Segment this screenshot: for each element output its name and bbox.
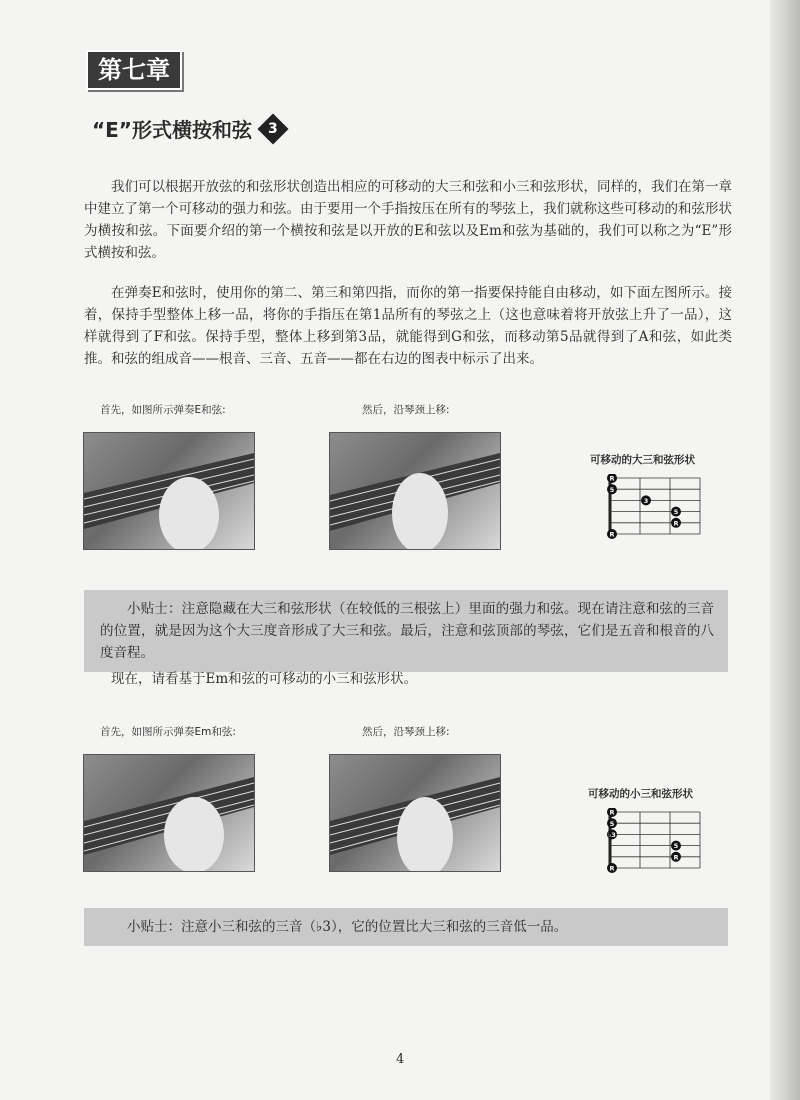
section-number: 3: [268, 120, 278, 137]
fret-dot-label: 3: [643, 497, 649, 505]
photo-moved-minor-chord: [329, 754, 501, 872]
diagram-title-minor: 可移动的小三和弦形状: [588, 788, 693, 800]
section-number-badge: [257, 113, 288, 144]
fret-dot-label: 5: [673, 842, 679, 851]
photo-e-chord: [83, 432, 255, 550]
fret-dot-label: R: [609, 530, 615, 539]
fret-dot-label: ♭3: [608, 831, 616, 839]
fret-diagram-major: [600, 474, 710, 554]
page-edge: [770, 0, 800, 1100]
chapter-heading: 第七章: [86, 50, 182, 90]
fret-dot-label: R: [673, 519, 679, 528]
photo-moved-chord: [329, 432, 501, 550]
fret-dot-label: R: [673, 853, 679, 862]
tip-box-major: 小贴士：注意隐藏在大三和弦形状（在较低的三根弦上）里面的强力和弦。现在请注意和弦的三音的位置，就是因为这个大三度音形成了大三和弦。最后，注意和弦顶部的琴弦，它们是五音和根音的八度音程。: [84, 590, 728, 672]
section-title: [92, 114, 284, 143]
paragraph-intro: 我们可以根据开放弦的和弦形状创造出相应的可移动的大三和弦和小三和弦形状，同样的，我们在第一章中建立了第一个可移动的强力和弦。由于要用一个手指按压在所有的琴弦上，我们就称这些可移动的和弦形状为横按和弦。下面要介绍的第一个横按和弦是以开放的E和弦以及Em和弦为基础的，我们可以称之为“E”形式横按和弦。: [84, 179, 732, 261]
page-number: 4: [396, 1052, 405, 1067]
fret-dot-label: R: [609, 808, 615, 817]
caption-major-then: 然后，沿琴颈上移:: [362, 404, 450, 416]
tip-box-minor: 小贴士：注意小三和弦的三音（♭3），它的位置比大三和弦的三音低一品。: [84, 908, 728, 946]
fret-dot-label: R: [609, 864, 615, 873]
caption-minor-then: 然后，沿琴颈上移:: [362, 726, 450, 738]
diagram-title-major: 可移动的大三和弦形状: [590, 454, 695, 466]
fret-diagram-minor: [600, 808, 710, 888]
photo-em-chord: [83, 754, 255, 872]
paragraph-minor-intro: 现在，请看基于Em和弦的可移动的小三和弦形状。: [111, 671, 418, 687]
fret-dot-label: 5: [609, 819, 615, 828]
fret-dot-label: 5: [609, 485, 615, 494]
caption-minor-first: 首先，如图所示弹奏Em和弦:: [100, 726, 236, 738]
section-title-text: “E”形式横按和弦: [92, 118, 252, 142]
paragraph-e-chord: 在弹奏E和弦时，使用你的第二、第三和第四指，而你的第一指要保持能自由移动，如下面左图所示。接着，保持手型整体上移一品，将你的手指压在第1品所有的琴弦之上（这也意味着将开放弦上升了一品），这样就得到了F和弦。保持手型，整体上移到第3品，就能得到G和弦，而移动第5品就得到了A和弦，如此类推。和弦的组成音——根音、三音、五音——都在右边的图表中标示了出来。: [84, 285, 732, 367]
caption-major-first: 首先，如图所示弹奏E和弦:: [100, 404, 226, 416]
fret-dot-label: 5: [673, 508, 679, 517]
fret-dot-label: R: [609, 474, 615, 483]
